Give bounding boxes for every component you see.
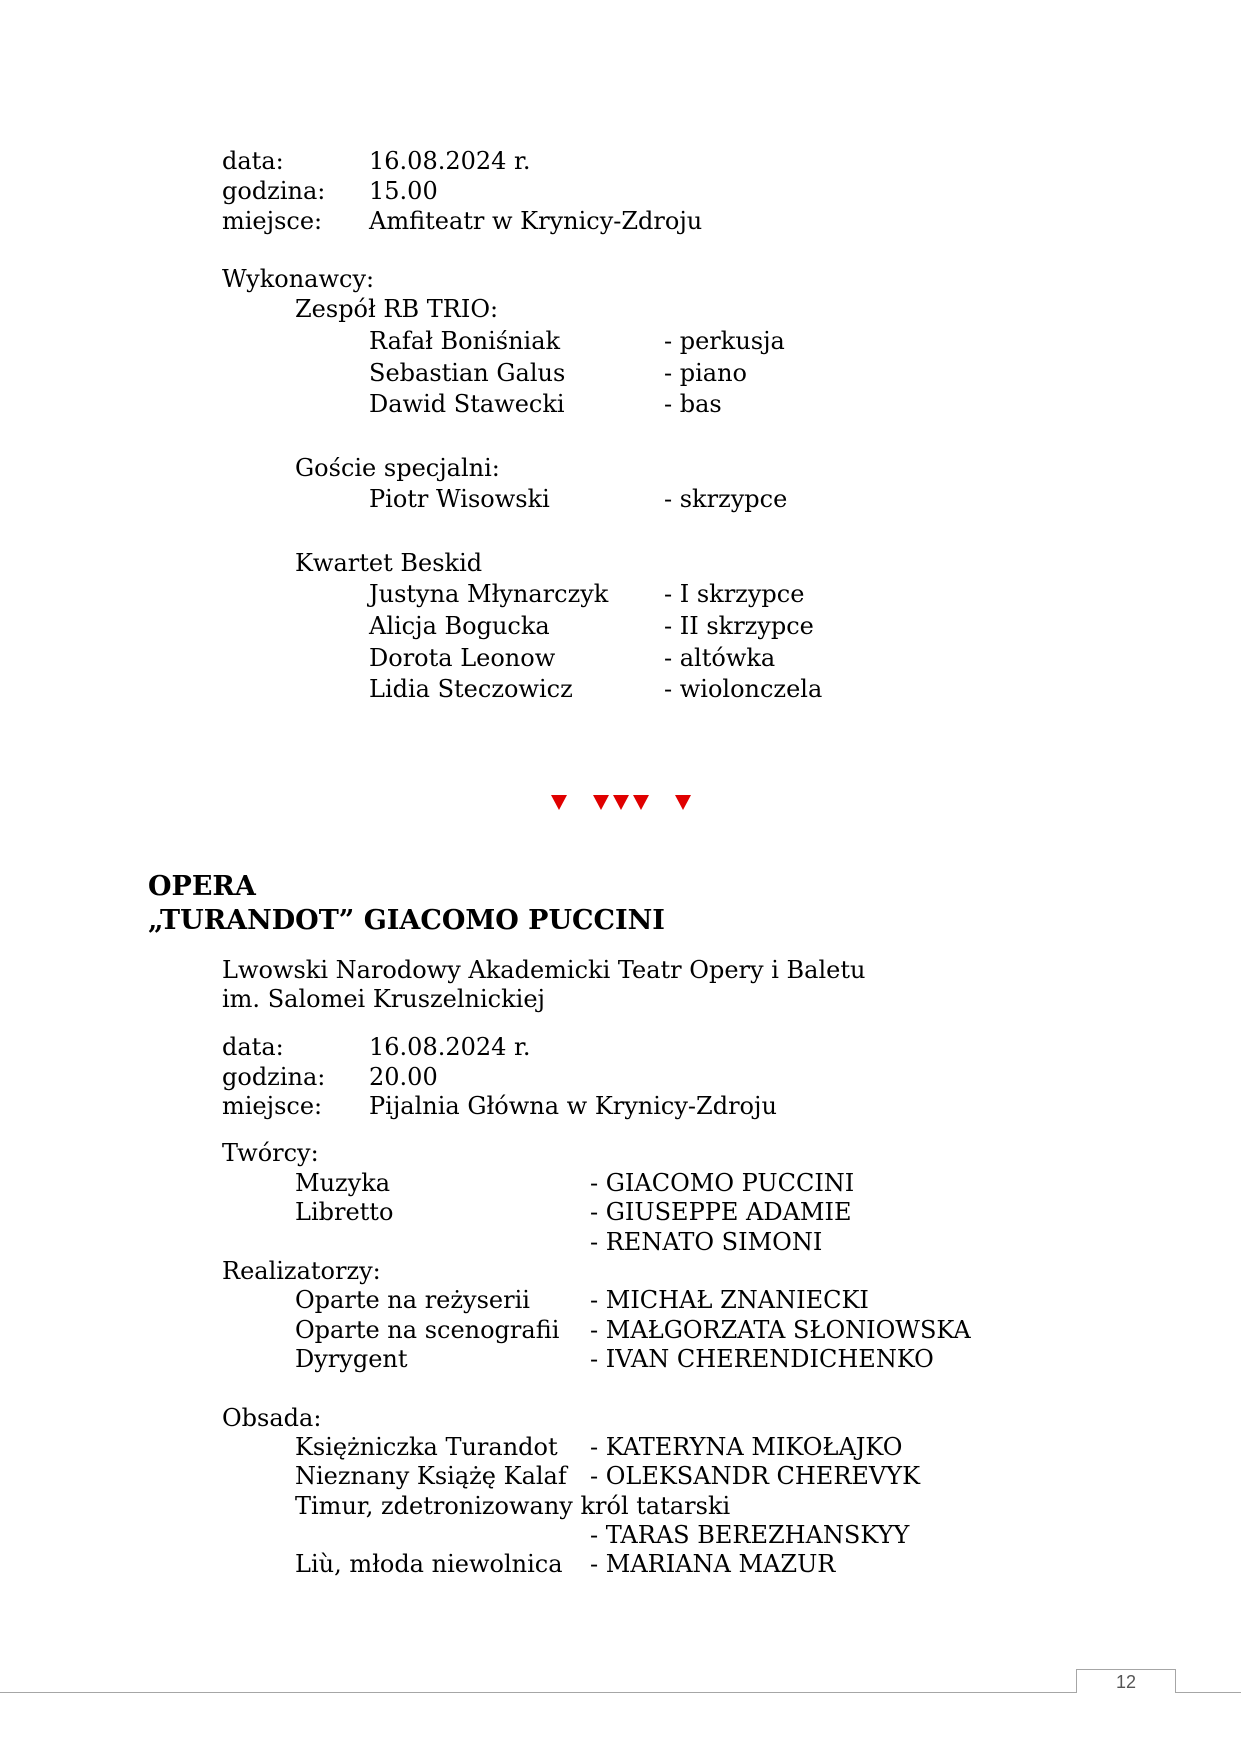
member-name: Sebastian Galus <box>369 359 566 387</box>
place-value: Pijalnia Główna w Krynicy-Zdroju <box>369 1092 777 1120</box>
footer-rule <box>0 1692 1076 1693</box>
member-name: Justyna Młynarczyk <box>369 580 609 608</box>
place-label: miejsce: <box>222 207 323 235</box>
credit-name: - IVAN CHERENDICHENKO <box>590 1345 934 1373</box>
cast-name: - MARIANA MAZUR <box>590 1550 836 1578</box>
cast-name: - OLEKSANDR CHEREVYK <box>590 1462 921 1490</box>
footer-rule <box>1174 1692 1241 1693</box>
credit-role: Oparte na scenografii <box>295 1316 560 1344</box>
member-role: - piano <box>664 359 747 387</box>
date-label: data: <box>222 1033 284 1061</box>
time-label: godzina: <box>222 1063 326 1091</box>
place-label: miejsce: <box>222 1092 323 1120</box>
cast-role: Nieznany Książę Kalaf <box>295 1462 567 1490</box>
page-number: 12 <box>1076 1669 1176 1693</box>
member-role: - wiolonczela <box>664 675 823 703</box>
performers-heading: Wykonawcy: <box>222 265 375 293</box>
time-label: godzina: <box>222 177 326 205</box>
member-name: Piotr Wisowski <box>369 485 550 513</box>
group-name: Zespół RB TRIO: <box>295 295 499 323</box>
venue-line: Lwowski Narodowy Akademicki Teatr Opery i Baletu <box>222 956 866 984</box>
member-name: Alicja Bogucka <box>369 612 550 640</box>
credit-name: - RENATO SIMONI <box>590 1228 823 1256</box>
cast-name: - KATERYNA MIKOŁAJKO <box>590 1433 903 1461</box>
cast-role: Liù, młoda niewolnica <box>295 1550 563 1578</box>
credit-role: Libretto <box>295 1198 394 1226</box>
member-name: Rafał Boniśniak <box>369 327 561 355</box>
member-name: Dawid Stawecki <box>369 390 565 418</box>
cast-role: Księżniczka Turandot <box>295 1433 558 1461</box>
group-name: Goście specjalni: <box>295 454 500 482</box>
credit-role: Dyrygent <box>295 1345 408 1373</box>
group-name: Kwartet Beskid <box>295 549 483 577</box>
opera-title: „TURANDOT” GIACOMO PUCCINI <box>148 905 665 936</box>
member-role: - bas <box>664 390 722 418</box>
member-role: - perkusja <box>664 327 785 355</box>
time-value: 15.00 <box>369 177 438 205</box>
credit-name: - MICHAŁ ZNANIECKI <box>590 1286 869 1314</box>
date-label: data: <box>222 147 284 175</box>
member-role: - I skrzypce <box>664 580 805 608</box>
member-role: - altówka <box>664 644 776 672</box>
credit-name: - MAŁGORZATA SŁONIOWSKA <box>590 1316 971 1344</box>
place-value: Amfiteatr w Krynicy-Zdroju <box>369 207 703 235</box>
cast-name: - TARAS BEREZHANSKYY <box>590 1521 910 1549</box>
credit-name: - GIUSEPPE ADAMIE <box>590 1198 852 1226</box>
producers-heading: Realizatorzy: <box>222 1257 381 1285</box>
member-role: - II skrzypce <box>664 612 814 640</box>
date-value: 16.08.2024 r. <box>369 147 531 175</box>
credit-name: - GIACOMO PUCCINI <box>590 1169 855 1197</box>
cast-role: Timur, zdetronizowany król tatarski <box>295 1492 731 1520</box>
time-value: 20.00 <box>369 1063 438 1091</box>
credit-role: Muzyka <box>295 1169 391 1197</box>
credit-role: Oparte na reżyserii <box>295 1286 530 1314</box>
creators-heading: Twórcy: <box>222 1139 319 1167</box>
red-triangles-icon <box>0 795 1241 814</box>
date-value: 16.08.2024 r. <box>369 1033 531 1061</box>
cast-heading: Obsada: <box>222 1404 322 1432</box>
member-name: Dorota Leonow <box>369 644 556 672</box>
member-name: Lidia Steczowicz <box>369 675 573 703</box>
venue-line: im. Salomei Kruszelnickiej <box>222 985 545 1013</box>
section-title: OPERA <box>148 871 256 902</box>
member-role: - skrzypce <box>664 485 788 513</box>
